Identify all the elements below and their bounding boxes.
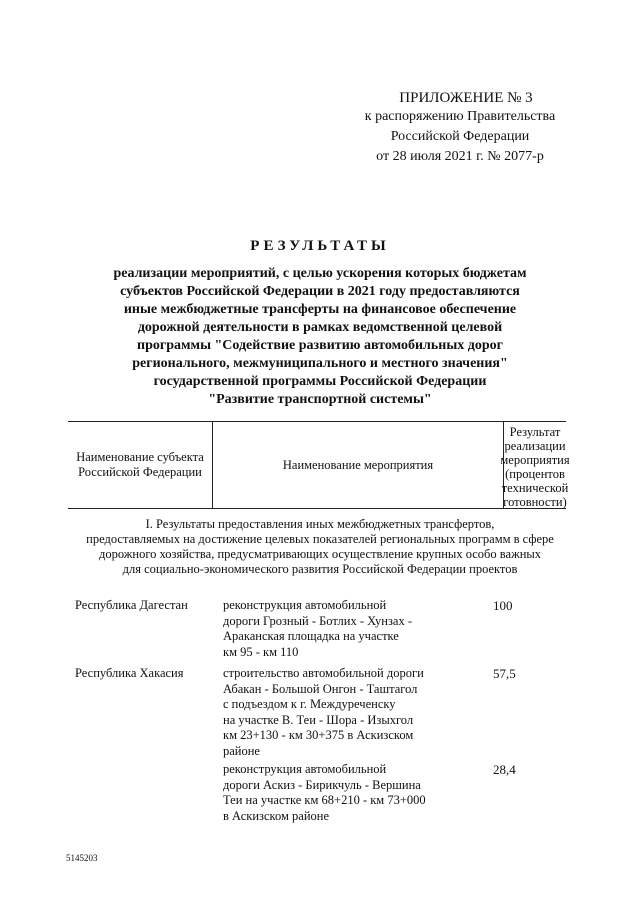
- section-title-line: предоставляемых на достижение целевых показателей региональных программ в сфере: [86, 532, 554, 546]
- event-line: районе: [223, 743, 260, 758]
- event-line: реконструкция автомобильной: [223, 762, 387, 776]
- appendix-line: к распоряжению Правительства: [364, 109, 556, 124]
- event-line: строительство автомобильной дороги: [223, 666, 424, 680]
- event-line: Теи на участке км 68+210 - км 73+000: [223, 793, 426, 807]
- subtitle-line: иные межбюджетные трансферты на финансовое обеспечение: [123, 302, 517, 317]
- value-cell: 100: [493, 598, 513, 613]
- subtitle-line: субъектов Российской Федерации в 2021 году предоставляются: [120, 284, 520, 299]
- event-line: с подъездом к г. Междуреченску: [223, 697, 396, 711]
- region-cell: Республика Дагестан: [75, 598, 188, 612]
- document-title: РЕЗУЛЬТАТЫ: [250, 238, 390, 254]
- column-header-text: технической: [501, 481, 569, 495]
- region-cell: Республика Хакасия: [75, 666, 184, 680]
- event-cell: [223, 598, 438, 660]
- column-header-text: реализации: [504, 439, 566, 453]
- event-line: Абакан - Большой Онгон - Таштагол: [223, 681, 418, 696]
- document-subtitle: [60, 265, 580, 409]
- column-header-text: Наименование субъекта: [76, 450, 204, 464]
- column-header-text: Наименование мероприятия: [282, 457, 434, 472]
- column-header-event: [213, 422, 504, 508]
- event-cell: [223, 762, 438, 824]
- appendix-line: от 28 июля 2021 г. № 2077-р: [376, 149, 544, 164]
- column-header-text: (процентов: [505, 467, 565, 481]
- table-header: [68, 421, 570, 509]
- subtitle-line: регионального, межмуниципального и местного значения": [132, 356, 508, 371]
- event-line: дороги Грозный - Ботлих - Хунзах -: [223, 613, 413, 628]
- subtitle-line: реализации мероприятий, с целью ускорения которых бюджетам: [113, 266, 527, 281]
- document-number: 5145203: [66, 853, 98, 863]
- section-title-line: для социально-экономического развития Российской Федерации проектов: [122, 562, 518, 576]
- event-cell: [223, 666, 438, 759]
- appendix-line: Российской Федерации: [390, 129, 530, 144]
- column-header-text: готовности): [503, 495, 567, 509]
- subtitle-line: дорожной деятельности в рамках ведомственной целевой: [137, 320, 503, 335]
- event-line: на участке В. Теи - Шора - Изыхгол: [223, 712, 414, 727]
- appendix-title: ПРИЛОЖЕНИЕ № 3: [399, 90, 533, 106]
- event-line: реконструкция автомобильной: [223, 598, 387, 612]
- column-header-result: [500, 422, 570, 509]
- subtitle-line: "Развитие транспортной системы": [208, 392, 432, 407]
- column-header-text: Российской Федерации: [78, 465, 202, 479]
- value-cell: 57,5: [493, 666, 516, 681]
- section-title: [75, 517, 565, 577]
- event-line: в Аскизском районе: [223, 808, 329, 823]
- column-header-text: мероприятия: [500, 453, 570, 467]
- event-line: км 95 - км 110: [223, 644, 299, 659]
- event-line: дороги Аскиз - Бирикчуль - Вершина: [223, 777, 421, 792]
- column-header-region: [68, 422, 213, 508]
- subtitle-line: государственной программы Российской Федерации: [153, 374, 487, 389]
- event-line: Араканская площадка на участке: [223, 629, 399, 643]
- value-cell: 28,4: [493, 762, 516, 777]
- section-title-line: дорожного хозяйства, предусматривающих осуществление крупных особо важных: [98, 547, 542, 561]
- subtitle-line: программы "Содействие развитию автомобильных дорог: [137, 338, 503, 353]
- section-title-line: I. Результаты предоставления иных межбюджетных трансфертов,: [145, 517, 495, 531]
- column-header-text: Результат: [509, 425, 561, 439]
- appendix-block: [330, 90, 590, 167]
- event-line: км 23+130 - км 30+375 в Аскизском: [223, 728, 414, 742]
